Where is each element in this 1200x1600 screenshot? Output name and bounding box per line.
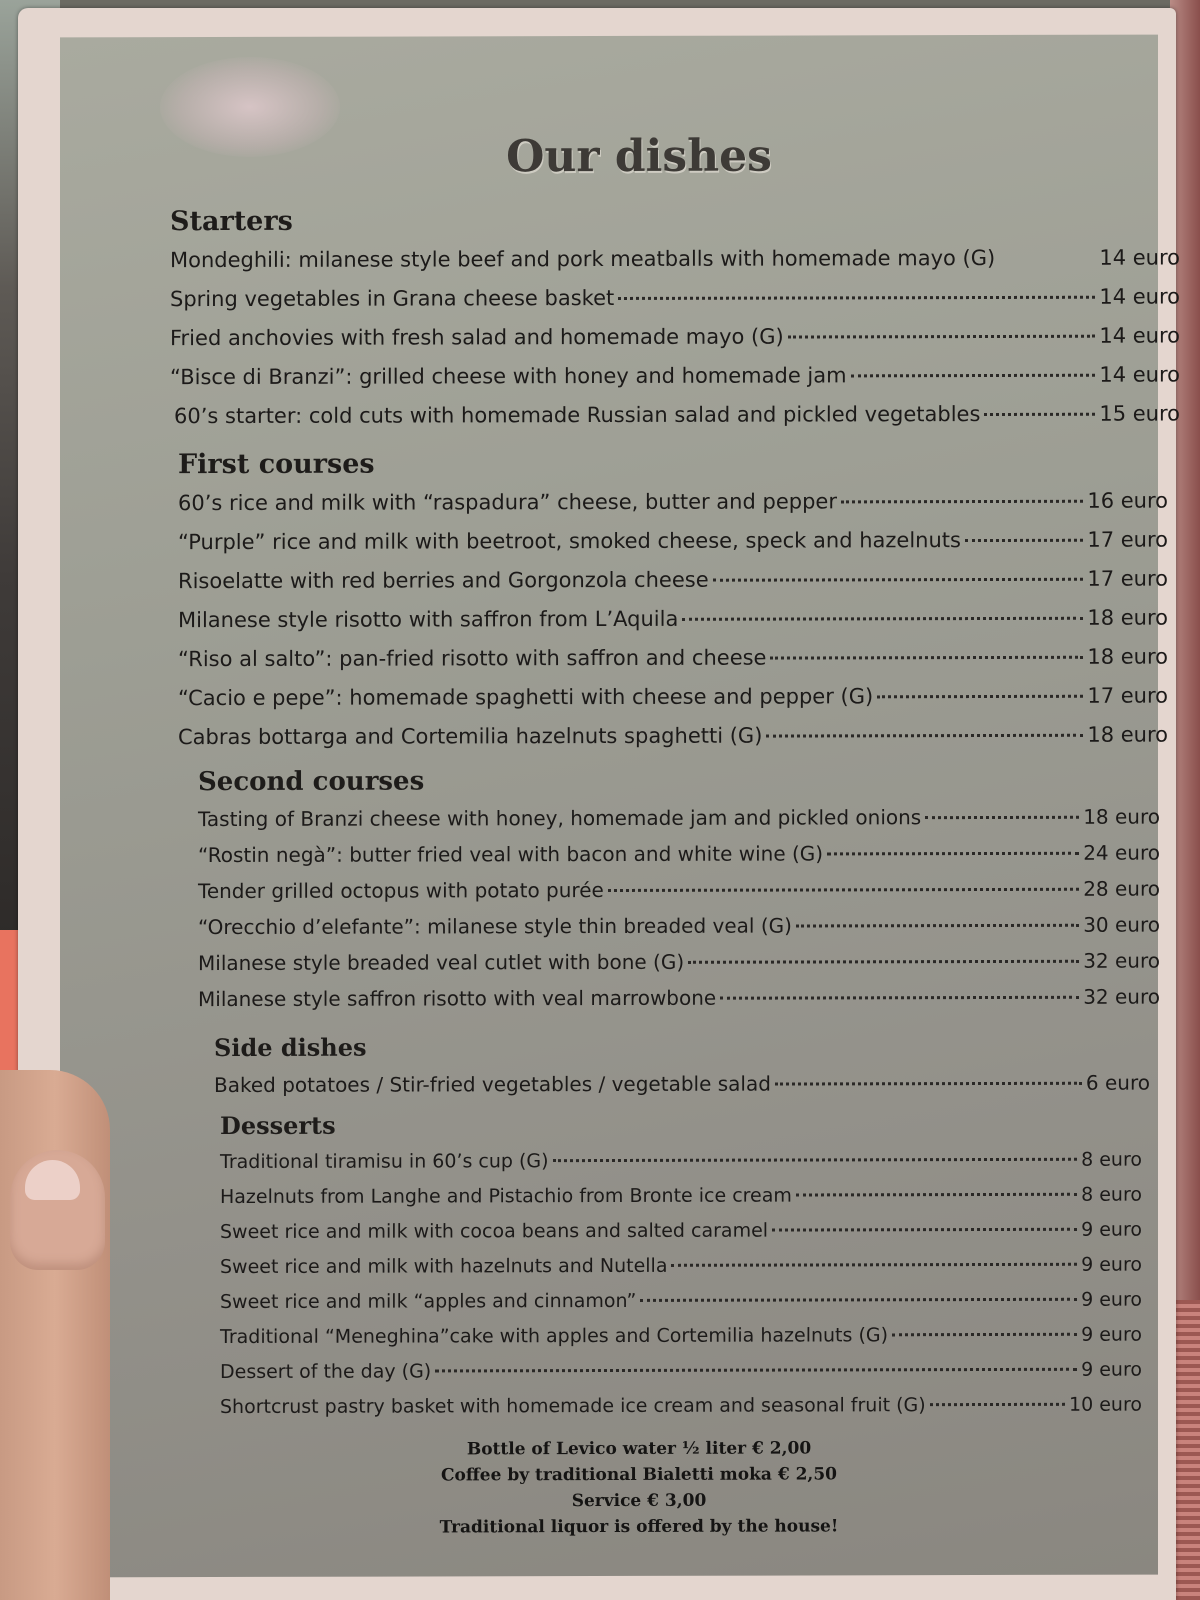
menu-item <box>220 1353 1142 1390</box>
dish-price: 28 euro <box>1083 876 1160 901</box>
dish-name: Fried anchovies with fresh salad and homemade mayo (G) <box>170 324 784 351</box>
dot-leader <box>435 1368 1077 1373</box>
dot-leader <box>688 960 1079 964</box>
dish-price: 10 euro <box>1069 1393 1142 1416</box>
dot-leader <box>930 1403 1065 1406</box>
dish-price: 8 euro <box>1081 1183 1142 1206</box>
dot-leader <box>720 996 1079 1000</box>
dish-name: Milanese style risotto with saffron from L’Aquila <box>178 606 679 633</box>
dish-price: 17 euro <box>1087 566 1168 591</box>
dish-name: “Purple” rice and milk with beetroot, smoked cheese, speck and hazelnuts <box>178 528 961 555</box>
dot-leader <box>788 335 1096 339</box>
dish-price: 17 euro <box>1087 683 1168 708</box>
menu-content <box>170 201 1180 1426</box>
dish-name: “Rostin negà”: butter fried veal with bacon and white wine (G) <box>198 841 824 868</box>
menu-page <box>60 35 1180 1578</box>
menu-item <box>170 356 1180 398</box>
dish-price: 9 euro <box>1081 1218 1142 1241</box>
dish-name: Baked potatoes / Stir-fried vegetables / vegetable salad <box>214 1071 771 1098</box>
dish-name: Milanese style saffron risotto with veal marrowbone <box>198 985 717 1012</box>
dot-leader <box>999 257 1095 260</box>
dish-price: 18 euro <box>1087 722 1168 747</box>
dot-leader <box>851 374 1096 378</box>
dot-leader <box>608 888 1079 892</box>
dish-name: Dessert of the day (G) <box>220 1360 432 1384</box>
menu-item <box>178 482 1168 524</box>
dot-leader <box>713 578 1084 582</box>
dish-name: Traditional “Meneghina”cake with apples and Cortemilia hazelnuts (G) <box>220 1324 888 1349</box>
section-title: Second courses <box>198 766 425 798</box>
menu-item <box>170 239 1180 281</box>
dish-name: Hazelnuts from Langhe and Pistachio from Bronte ice cream <box>220 1184 792 1209</box>
dish-price: 24 euro <box>1083 840 1160 865</box>
menu-item <box>178 677 1168 719</box>
menu-item <box>220 1178 1142 1215</box>
menu-item <box>198 871 1160 910</box>
dish-name: “Cacio e pepe”: homemade spaghetti with cheese and pepper (G) <box>178 684 874 711</box>
menu-item <box>220 1283 1142 1320</box>
dish-name: Traditional tiramisu in 60’s cup (G) <box>220 1150 549 1174</box>
section-starters <box>170 201 1180 437</box>
menu-item <box>170 317 1180 359</box>
section-title: Desserts <box>220 1110 336 1141</box>
menu-item <box>220 1248 1142 1285</box>
menu-item <box>220 1318 1142 1355</box>
menu-item <box>178 638 1168 680</box>
dish-name: Tasting of Branzi cheese with honey, homemade jam and pickled onions <box>198 805 922 832</box>
menu-item <box>220 1388 1142 1425</box>
dish-name: Shortcrust pastry basket with homemade ice cream and seasonal fruit (G) <box>220 1394 926 1419</box>
menu-item <box>170 278 1180 320</box>
menu-title: Our dishes <box>506 131 772 183</box>
dot-leader <box>682 617 1083 621</box>
dish-price: 18 euro <box>1087 644 1168 669</box>
dish-name: “Riso al salto”: pan-fried risotto with saffron and cheese <box>178 645 767 672</box>
dot-leader <box>877 695 1083 699</box>
dot-leader <box>925 816 1079 819</box>
dish-price: 9 euro <box>1081 1358 1142 1381</box>
menu-item <box>220 1213 1142 1250</box>
dish-price: 6 euro <box>1085 1070 1150 1095</box>
menu-item <box>170 395 1180 437</box>
menu-item <box>198 979 1160 1018</box>
menu-item <box>220 1143 1142 1180</box>
section-second-courses <box>198 761 1160 1018</box>
dot-leader <box>770 656 1083 660</box>
menu-item <box>198 799 1160 838</box>
dish-price: 9 euro <box>1081 1288 1142 1311</box>
dish-name: Risoelatte with red berries and Gorgonzola cheese <box>178 567 709 594</box>
dish-name: Cabras bottarga and Cortemilia hazelnuts spaghetti (G) <box>178 723 763 750</box>
menu-item <box>178 716 1168 758</box>
dish-price: 14 euro <box>1099 362 1180 387</box>
dish-name: Mondeghili: milanese style beef and pork meatballs with homemade mayo (G) <box>170 245 996 273</box>
dish-price: 16 euro <box>1087 488 1168 513</box>
dish-name: 60’s starter: cold cuts with homemade Russian salad and pickled vegetables <box>174 402 981 429</box>
section-desserts <box>220 1105 1142 1425</box>
dish-price: 9 euro <box>1081 1323 1142 1346</box>
dot-leader <box>775 1082 1082 1086</box>
dish-price: 14 euro <box>1099 323 1180 348</box>
dish-price: 18 euro <box>1087 605 1168 630</box>
footer-coffee-price: Coffee by traditional Bialetti moka € 2,50 <box>440 1464 837 1486</box>
section-title: Starters <box>170 205 293 238</box>
menu-item <box>178 521 1168 563</box>
dot-leader <box>892 1333 1077 1336</box>
dish-name: Spring vegetables in Grana cheese basket <box>170 285 615 312</box>
menu-item <box>178 560 1168 602</box>
menu-item <box>198 907 1160 946</box>
dish-price: 30 euro <box>1083 912 1160 937</box>
dot-leader <box>766 734 1083 738</box>
dish-price: 14 euro <box>1099 284 1180 309</box>
footer-service-charge: Service € 3,00 <box>571 1490 707 1512</box>
dot-leader <box>841 500 1083 504</box>
dish-name: 60’s rice and milk with “raspadura” cheese, butter and pepper <box>178 489 837 516</box>
menu-item <box>178 599 1168 641</box>
dot-leader <box>796 924 1079 928</box>
menu-item <box>198 835 1160 874</box>
menu-footer <box>60 1435 1158 1542</box>
dish-name: Tender grilled octopus with potato purée <box>198 878 604 904</box>
dish-price: 8 euro <box>1081 1148 1142 1171</box>
dot-leader <box>553 1158 1078 1162</box>
dish-price: 9 euro <box>1081 1253 1142 1276</box>
dish-name: Sweet rice and milk with hazelnuts and Nutella <box>220 1254 668 1279</box>
dot-leader <box>618 296 1095 300</box>
section-title: Side dishes <box>214 1032 367 1063</box>
dish-price: 18 euro <box>1083 804 1160 829</box>
footer-liquor-note: Traditional liquor is offered by the house! <box>439 1516 839 1538</box>
section-first-courses <box>178 444 1168 758</box>
dish-price: 32 euro <box>1083 984 1160 1009</box>
dish-price: 15 euro <box>1099 401 1180 426</box>
menu-item <box>214 1065 1150 1103</box>
dot-leader <box>772 1228 1077 1232</box>
dot-leader <box>640 1298 1077 1302</box>
dish-price: 14 euro <box>1099 245 1180 270</box>
dish-price: 32 euro <box>1083 948 1160 973</box>
dish-name: Sweet rice and milk with cocoa beans and salted caramel <box>220 1219 769 1244</box>
dish-name: “Bisce di Branzi”: grilled cheese with honey and homemade jam <box>170 363 847 390</box>
dot-leader <box>796 1193 1077 1197</box>
laminated-menu-sheet <box>18 8 1180 1600</box>
section-side-dishes <box>214 1027 1150 1103</box>
dish-price: 17 euro <box>1087 527 1168 552</box>
dish-name: Milanese style breaded veal cutlet with bone (G) <box>198 949 685 976</box>
dot-leader <box>827 852 1079 856</box>
footer-water-price: Bottle of Levico water ½ liter € 2,00 <box>466 1438 812 1460</box>
menu-item <box>198 943 1160 982</box>
dot-leader <box>965 539 1083 542</box>
dish-name: “Orecchio d’elefante”: milanese style thin breaded veal (G) <box>198 913 792 940</box>
section-title: First courses <box>178 448 375 481</box>
dot-leader <box>671 1263 1077 1267</box>
dish-name: Sweet rice and milk “apples and cinnamon” <box>220 1289 637 1314</box>
dot-leader <box>984 413 1095 416</box>
